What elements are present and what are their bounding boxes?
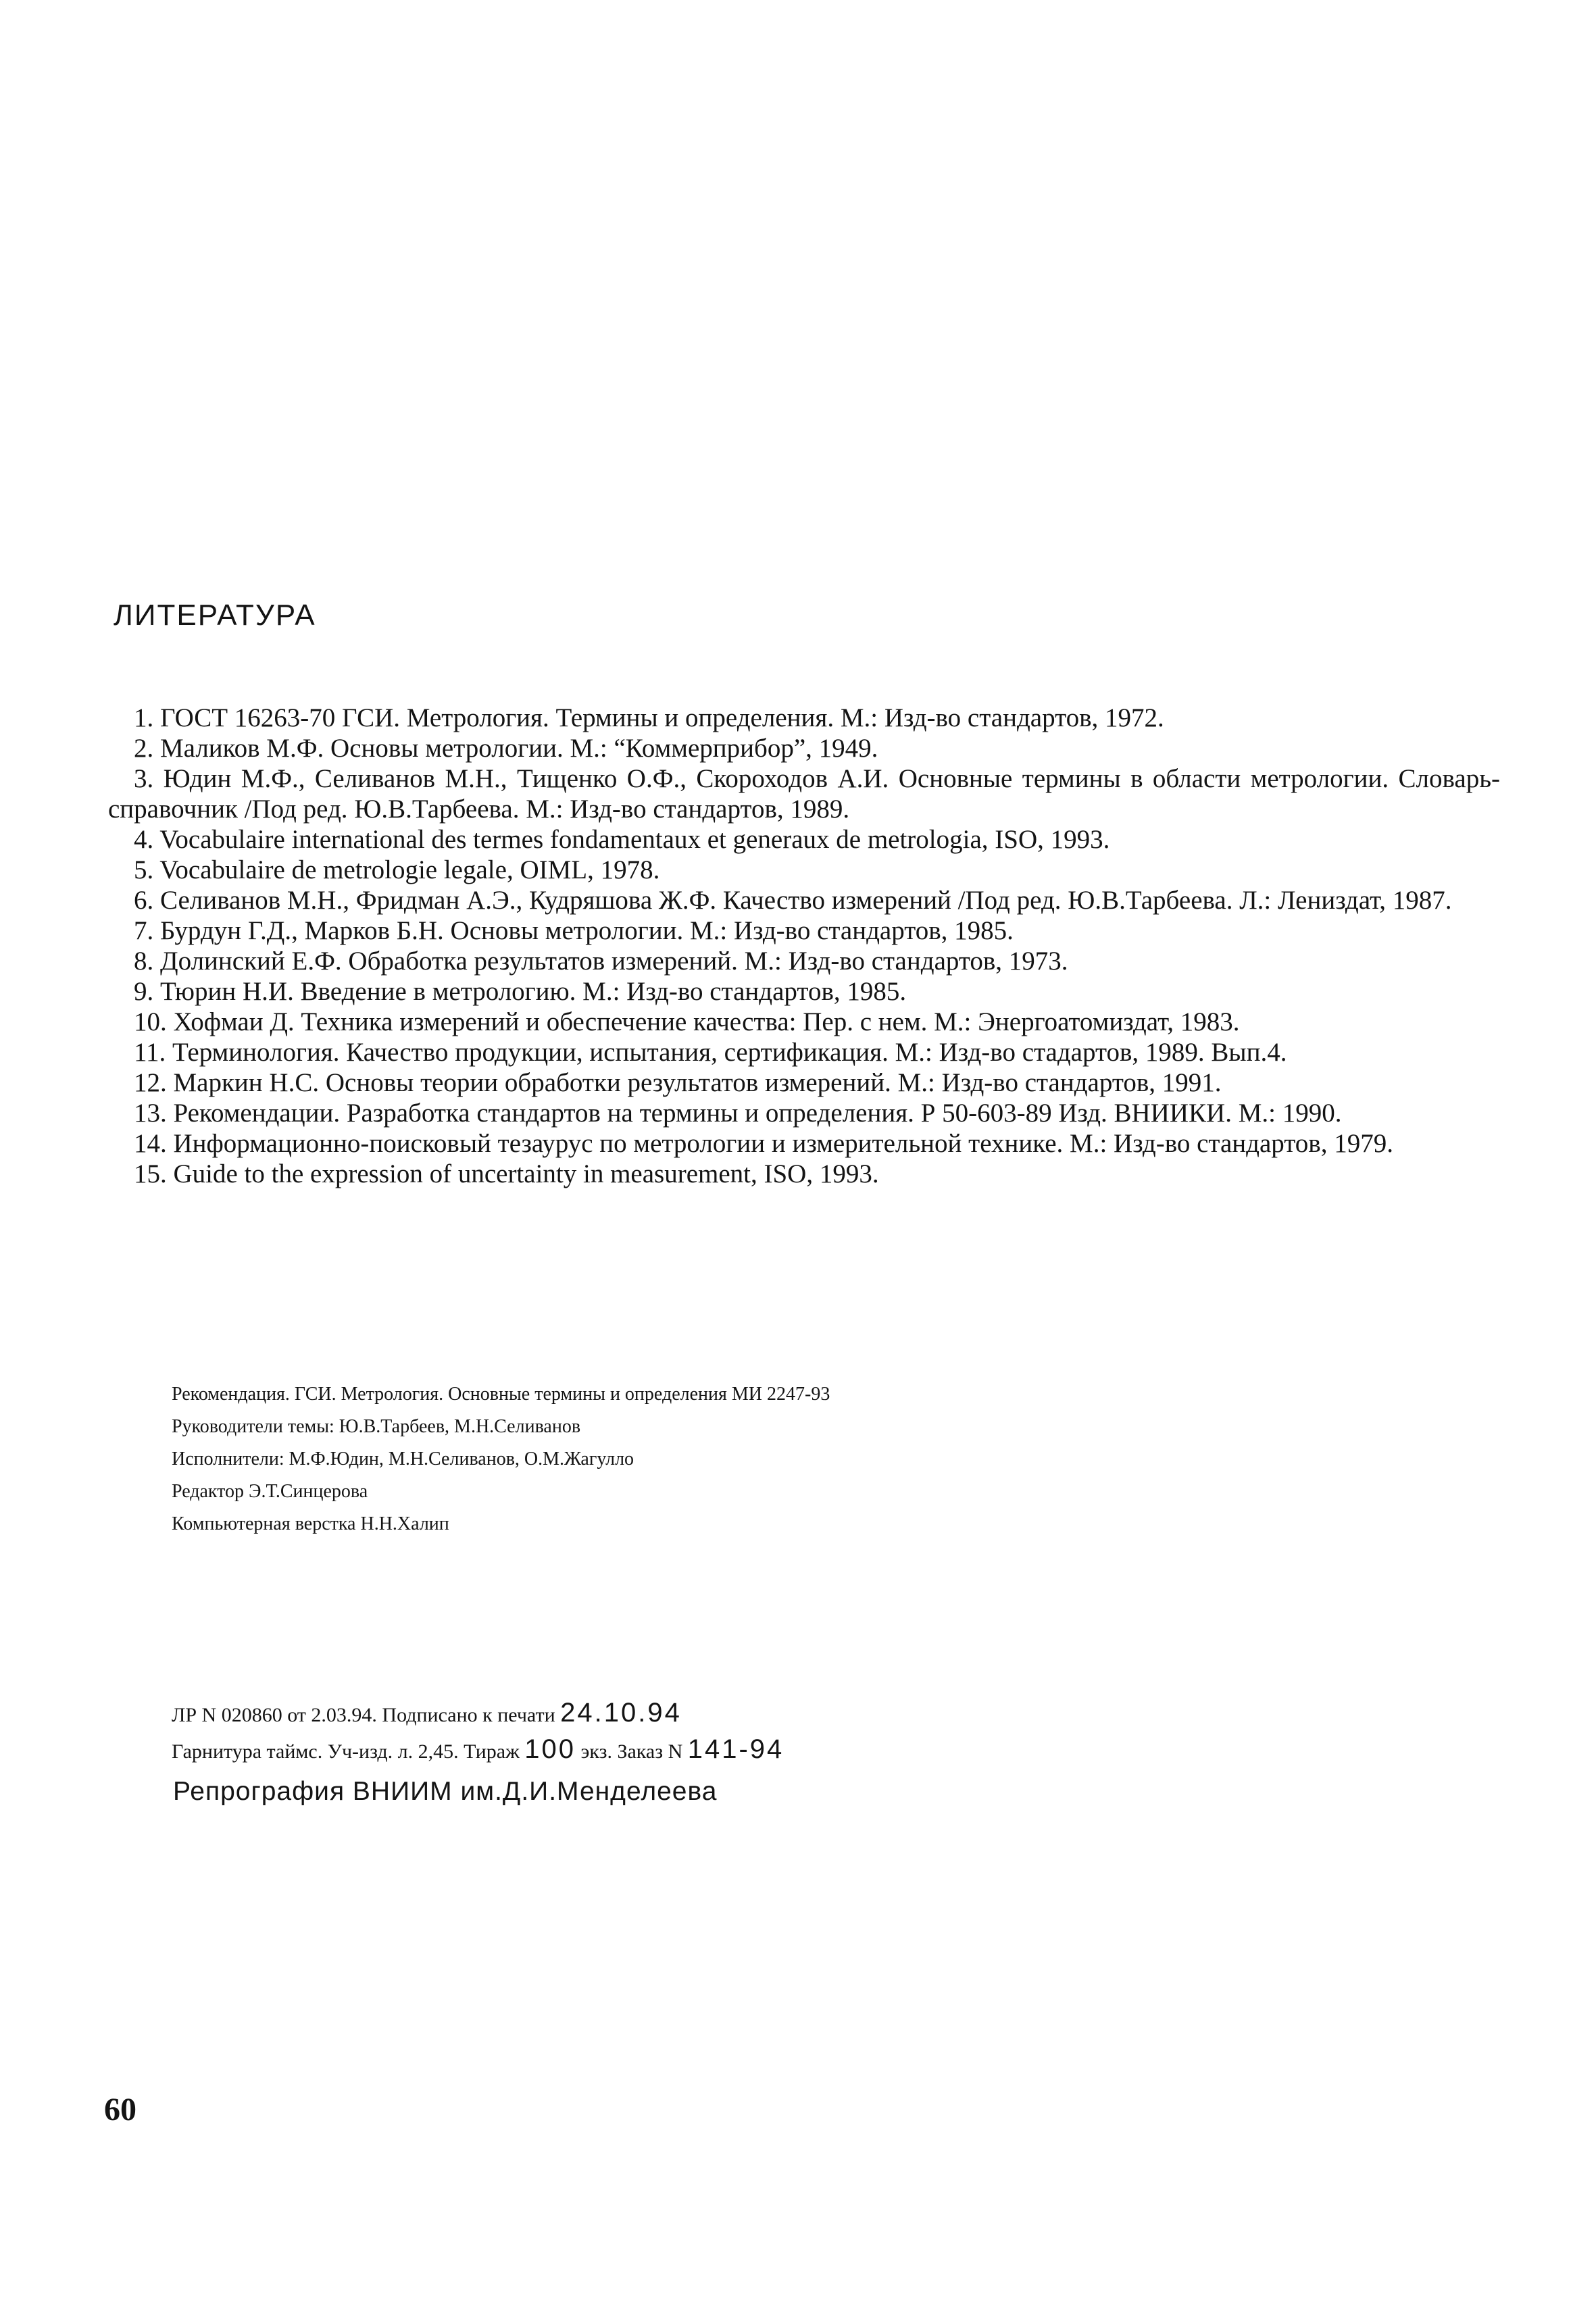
reference-item: 13. Рекомендации. Разработка стандартов на термины и определения. Р 50-603-89 Изд. ВНИИКИ. М.: 1990. [134, 1099, 1342, 1128]
print-house: Репрография ВНИИМ им.Д.И.Менделеева [173, 1777, 718, 1806]
reference-item: 14. Информационно-поисковый тезаурус по метрологии и измерительной технике. М.: Изд-во стандартов, 1979. [134, 1129, 1393, 1158]
reference-item: 3. Юдин М.Ф., Селиванов М.Н., Тищенко О.Ф., Скороходов А.И. Основные термины в области метрологии. Словарь-справочник /Под ред. Ю.В.Тарбеева. М.: Изд-во стандартов, 1989. [108, 764, 1500, 824]
colophon-title: Рекомендация. ГСИ. Метрология. Основные термины и определения МИ 2247-93 [172, 1384, 830, 1405]
imprint-signed-date: 24.10.94 [560, 1698, 682, 1728]
imprint-license-row [172, 1696, 784, 1732]
colophon-executors: Исполнители: М.Ф.Юдин, М.Н.Селиванов, О.М.Жагулло [172, 1449, 634, 1469]
imprint-copies-order: экз. Заказ N [580, 1740, 683, 1763]
page-heading: ЛИТЕРАТУРА [114, 599, 316, 632]
reference-item: 12. Маркин Н.С. Основы теории обработки результатов измерений. М.: Изд-во стандартов, 1991. [134, 1068, 1222, 1097]
colophon-layout: Компьютерная верстка Н.Н.Халип [172, 1513, 449, 1534]
imprint-license: ЛР N 020860 от 2.03.94. Подписано к печати [172, 1704, 555, 1726]
colophon-editor: Редактор Э.Т.Синцерова [172, 1481, 368, 1502]
reference-item: 7. Бурдун Г.Д., Марков Б.Н. Основы метрологии. М.: Изд-во стандартов, 1985. [134, 916, 1014, 945]
reference-item: 11. Терминология. Качество продукции, испытания, сертификация. М.: Изд-во стадартов, 1989. Вып.4. [134, 1038, 1287, 1067]
reference-item: 2. Маликов М.Ф. Основы метрологии. М.: “Коммерприбор”, 1949. [134, 734, 878, 763]
imprint-typeface-row [172, 1732, 784, 1769]
reference-item: 6. Селиванов М.Н., Фридман А.Э., Кудряшова Ж.Ф. Качество измерений /Под ред. Ю.В.Тарбеева. Л.: Лениздат, 1987. [134, 886, 1452, 915]
page-number: 60 [104, 2092, 136, 2128]
reference-item: 15. Guide to the expression of uncertainty in measurement, ISO, 1993. [134, 1159, 879, 1188]
imprint-typeface: Гарнитура таймс. Уч-изд. л. 2,45. Тираж [172, 1740, 520, 1763]
colophon-leaders: Руководители темы: Ю.В.Тарбеев, М.Н.Селиванов [172, 1416, 581, 1437]
imprint-print-run: 100 [524, 1734, 576, 1764]
reference-item: 8. Долинский Е.Ф. Обработка результатов измерений. М.: Изд-во стандартов, 1973. [134, 947, 1068, 976]
reference-item: 4. Vocabulaire international des termes fondamentaux et generaux de metrologia, ISO, 1993. [134, 825, 1110, 854]
colophon [172, 1378, 830, 1540]
reference-item: 10. Хофмаи Д. Техника измерений и обеспечение качества: Пер. с нем. М.: Энергоатомиздат, 1983. [134, 1007, 1240, 1036]
imprint-order-number: 141-94 [687, 1734, 784, 1764]
reference-item: 9. Тюрин Н.И. Введение в метрологию. М.: Изд-во стандартов, 1985. [134, 977, 907, 1006]
reference-list [108, 703, 1500, 1189]
reference-item: 5. Vocabulaire de metrologie legale, OIML, 1978. [134, 855, 660, 884]
reference-item: 1. ГОСТ 16263-70 ГСИ. Метрология. Термины и определения. М.: Изд-во стандартов, 1972. [134, 703, 1164, 732]
imprint [172, 1696, 784, 1769]
